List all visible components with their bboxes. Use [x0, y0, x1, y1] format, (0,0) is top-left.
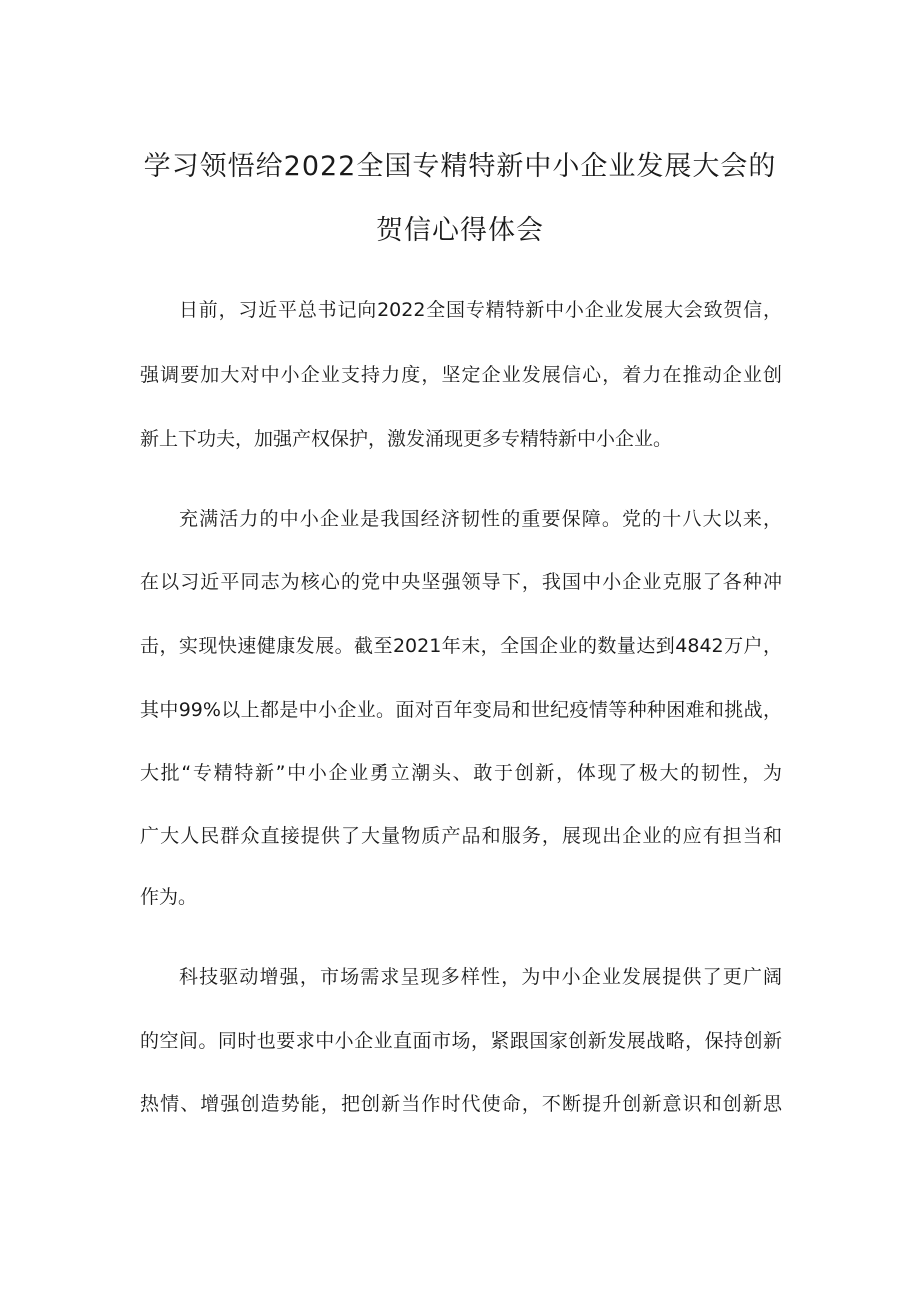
paragraph-2-line-1: 充满活力的中小企业是我国经济韧性的重要保障。党的十八大以来，	[179, 508, 782, 530]
paragraph-1-line-2: 强调要加大对中小企业支持力度，坚定企业发展信心，着力在推动企业创	[140, 364, 782, 386]
paragraph-3-line-2: 的空间。同时也要求中小企业直面市场，紧跟国家创新发展战略，保持创新	[140, 1030, 782, 1052]
paragraph-1-line-1: 日前，习近平总书记向2022全国专精特新中小企业发展大会致贺信，	[179, 299, 782, 321]
paragraph-1-line-3: 新上下功夫，加强产权保护，激发涌现更多专精特新中小企业。	[140, 428, 673, 450]
document-title-line-1: 学习领悟给2022全国专精特新中小企业发展大会的	[143, 151, 777, 182]
paragraph-3-line-1: 科技驱动增强，市场需求呈现多样性，为中小企业发展提供了更广阔	[179, 966, 782, 988]
paragraph-2-line-3: 击，实现快速健康发展。截至2021年末，全国企业的数量达到4842万户，	[140, 635, 782, 657]
paragraph-2-line-7: 作为。	[140, 886, 198, 908]
paragraph-2-line-5: 大批“专精特新”中小企业勇立潮头、敢于创新，体现了极大的韧性，为	[140, 762, 782, 784]
paragraph-3-line-3: 热情、增强创造势能，把创新当作时代使命，不断提升创新意识和创新思	[140, 1093, 782, 1115]
paragraph-2-line-4: 其中99%以上都是中小企业。面对百年变局和世纪疫情等种种困难和挑战，	[140, 699, 782, 721]
document-title-line-2: 贺信心得体会	[376, 215, 544, 246]
paragraph-2-line-6: 广大人民群众直接提供了大量物质产品和服务，展现出企业的应有担当和	[140, 825, 782, 847]
paragraph-2-line-2: 在以习近平同志为核心的党中央坚强领导下，我国中小企业克服了各种冲	[140, 571, 782, 593]
